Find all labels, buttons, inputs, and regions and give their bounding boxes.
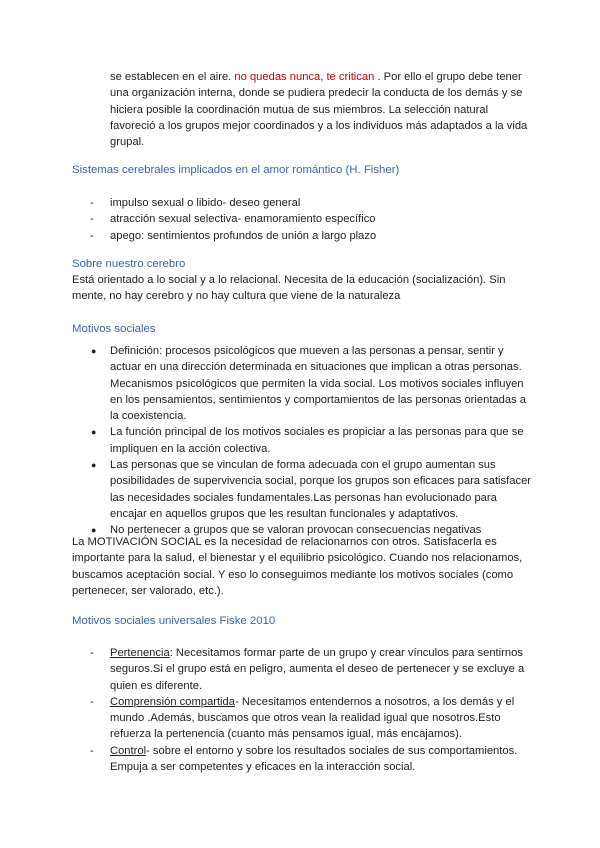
- motivos-list: [72, 343, 532, 539]
- motivacion-paragraph: La MOTIVACIÓN SOCIAL es la necesidad de relacionarnos con otros. Satisfacerla es importante para la salud, el bienestar y el equilibrio psicológico. Cuando nos relacionamos, buscamos aceptación social. Y eso lo conseguimos mediante los motivos sociales (como pertenecer, ser valorado, etc.).: [72, 536, 523, 597]
- fiske-heading: Motivos sociales universales Fiske 2010: [72, 615, 276, 627]
- cerebro-heading: Sobre nuestro cerebro: [72, 258, 186, 270]
- list-item: ● Definición: procesos psicológicos que mueven a las personas a pensar, sentir y actuar en una dirección determinada en situaciones que implican a otras personas. Mecanismos psicológicos que permiten la vida social. Los motivos sociales influyen en los pensamientos, sentimientos y comportamientos de las personas orientadas a la coexistencia.: [91, 345, 527, 423]
- list-item: - apego: sentimientos profundos de unión a largo plazo: [90, 229, 377, 242]
- term-control: Control: [110, 744, 147, 757]
- fisher-heading: Sistemas cerebrales implicados en el amor romántico (H. Fisher): [72, 164, 400, 176]
- cerebro-text: Está orientado a lo social y a lo relacional. Necesita de la educación (socialización). Sin mente, no hay cerebro y no hay cultura que viene de la naturaleza: [72, 274, 506, 303]
- term-comprension: Comprensión compartida: [110, 695, 235, 708]
- list-item: - Control- sobre el entorno y sobre los resultados sociales de sus comportamientos. Empuja a ser competentes y eficaces en la interacción social.: [90, 744, 518, 774]
- fisher-list: [72, 195, 532, 244]
- list-item: ● No pertenecer a grupos que se valoran provocan consecuencias negativas: [91, 524, 482, 537]
- list-item: - Comprensión compartida- Necesitamos entendernos a nosotros, a los demás y el mundo .Además, buscamos que otros vean la realidad igual que nosotros.Esto refuerza la pertenencia (cuanto más pensamos igual, más encajamos).: [90, 695, 515, 741]
- motivos-heading: Motivos sociales: [72, 323, 156, 335]
- list-item: ● Las personas que se vinculan de forma adecuada con el grupo aumentan sus posibilidades de supervivencia social, porque los grupos son eficaces para satisfacer las necesidades sociales fundamentales.Las personas han evolucionado para encajar en aquellos grupos que les resultan funcionales y adaptativos.: [91, 459, 532, 520]
- intro-paragraph: [110, 69, 528, 150]
- list-item: - Pertenencia: Necesitamos formar parte de un grupo y crear vínculos para sentirnos seguros.Si el grupo está en peligro, aumenta el deseo de pertenecer y se excluye a quien es diferente.: [90, 647, 525, 692]
- list-item: ● La función principal de los motivos sociales es propiciar a las personas para que se impliquen en la acción colectiva.: [91, 426, 524, 455]
- intro-highlight: no quedas nunca, te critican: [234, 71, 375, 83]
- intro-text-2: . Por ello el grupo debe tener una organización interna, donde se pudiera predecir la conducta de los demás y se hiciera posible la coordinación mutua de sus miembros. La selección natural favoreció a los grupos mejor coordinados y a los individuos más adaptados a la vida grupal.: [110, 71, 528, 149]
- fiske-list: [72, 645, 532, 775]
- list-item: - atracción sexual selectiva- enamoramiento específico: [90, 213, 376, 226]
- term-pertenencia: Pertenencia: [110, 647, 170, 659]
- list-item: - impulso sexual o libido- deseo general: [90, 197, 301, 209]
- intro-text-1: se establecen en el aire.: [110, 71, 235, 83]
